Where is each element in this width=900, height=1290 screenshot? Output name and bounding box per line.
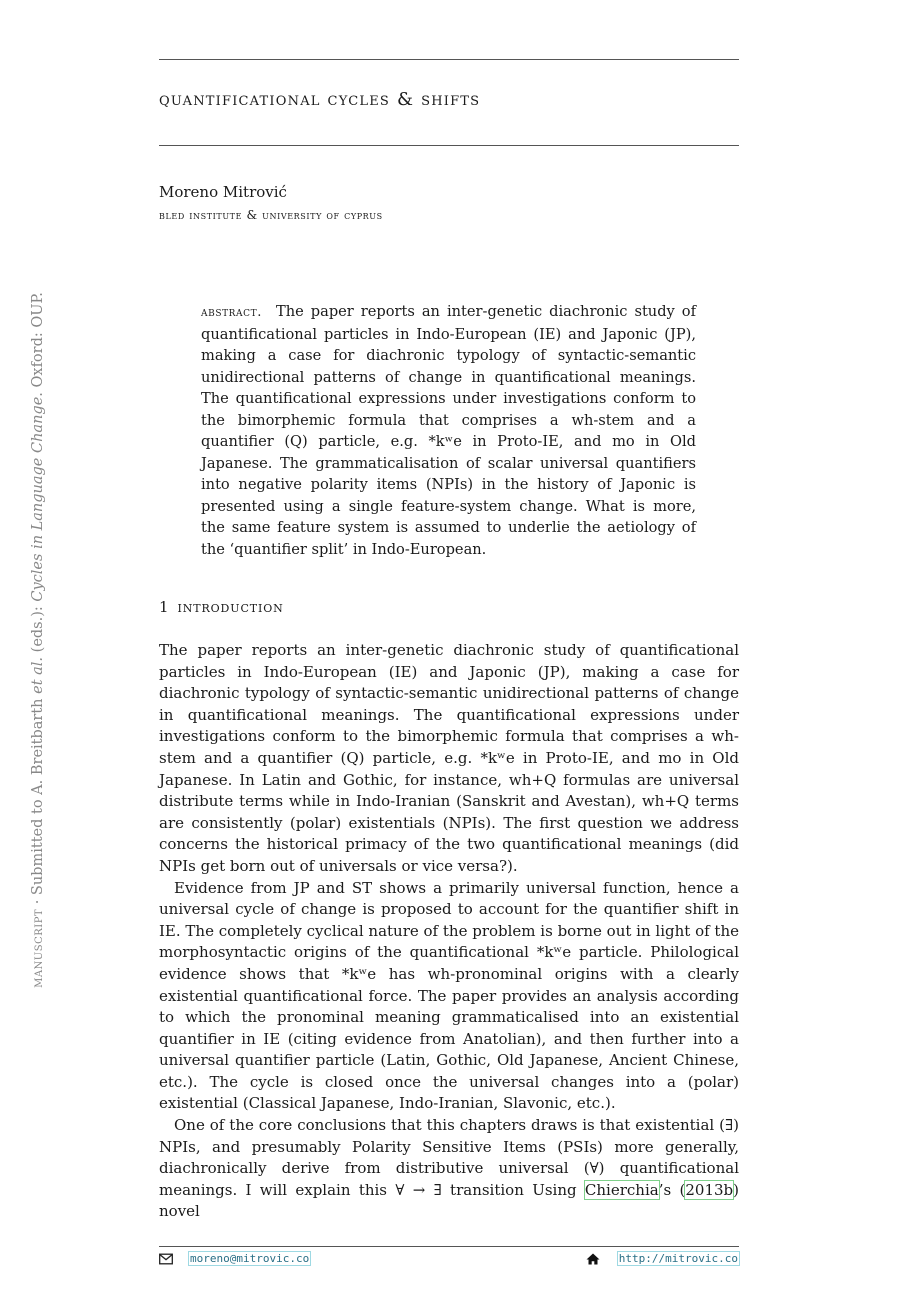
section-title: introduction [177, 598, 284, 616]
footer-rule [159, 1246, 739, 1247]
paragraph-3-start: One of the core conclusions that this chapters draws is that existential (∃) NPIs, and presumably Polarity Sensitive Items (PSIs) more generally, diachronically derive from distributive universal (∀) quantificational meanings. I will explain this ∀ → ∃ transition Using [159, 1116, 739, 1199]
sidebar-book-title: Cycles in Language Change [30, 396, 46, 602]
footer-email-group [159, 1252, 310, 1265]
home-icon [586, 1253, 600, 1265]
paragraph-3 [159, 1115, 739, 1223]
citation-mid: ’s ( [658, 1180, 686, 1199]
sidebar-separator: · [30, 895, 46, 909]
sidebar-text-before: Submitted to A. Breitbarth [30, 693, 46, 896]
abstract-label: abstract. [201, 305, 262, 320]
homepage-link[interactable]: http://mitrovic.co [618, 1252, 738, 1265]
footer [159, 1252, 739, 1272]
sidebar-etal: et al. [30, 656, 46, 694]
sidebar-text-middle: (eds.): [30, 601, 46, 657]
citation-author-link[interactable]: Chierchia [584, 1180, 659, 1199]
citation-year-link[interactable]: 2013b [685, 1180, 734, 1199]
abstract-text: The paper reports an inter-genetic diachronic study of quantificational particles in Indo-European (IE) and Japonic (JP), making a case for diachronic typology of syntactic-semantic unidirectional patterns of change in quantificational meanings. The quantificational expressions under investigations conform to the bimorphemic formula that comprises a wh-stem and a quantifier (Q) particle, e.g. *kʷe in Proto-IE, and mo in Old Japanese. The grammaticalisation of scalar universal quantifiers into negative polarity items (NPIs) in the history of Japonic is presented using a single feature-system change. What is more, the same feature system is assumed to underlie the aetiology of the ‘quantifier split’ in Indo-European. [201, 303, 696, 558]
paragraph-3-end: ) novel [159, 1180, 740, 1221]
email-link[interactable]: moreno@mitrovic.co [190, 1252, 310, 1265]
abstract [201, 301, 696, 560]
paragraph-1: The paper reports an inter-genetic diachronic study of quantificational particles in Indo-European (IE) and Japonic (JP), making a case for diachronic typology of syntactic-semantic unidirectional patterns of change in quantificational meanings. The quantificational expressions under investigations conform to the bimorphemic formula that comprises a wh-stem and a quantifier (Q) particle, e.g. *kʷe in Proto-IE, and mo in Old Japanese. In Latin and Gothic, for instance, wh+Q formulas are universal distribute terms while in Indo-Iranian (Sanskrit and Avestan), wh+Q terms are consistently (polar) existentials (NPIs). The first question we address concerns the historical primacy of the two quantificational meanings (did NPIs get born out of universals or vice versa?). [159, 641, 739, 875]
paper-title: quantificational cycles & shifts [159, 89, 481, 110]
section-number: 1 [159, 598, 170, 616]
manuscript-sidebar-note [28, 280, 48, 1000]
title-rule [159, 145, 739, 146]
author-name: Moreno Mitrović [159, 183, 287, 201]
envelope-icon [159, 1253, 173, 1265]
footer-url-group [586, 1252, 739, 1265]
author-affiliation: bled institute & university of cyprus [159, 208, 383, 222]
body-text [159, 640, 739, 1223]
paragraph-2: Evidence from JP and ST shows a primarily universal function, hence a universal cycle of change is proposed to account for the quantifier shift in IE. The completely cyclical nature of the problem is borne out in light of the morphosyntactic origins of the quantificational *kʷe particle. Philological evidence shows that *kʷe has wh-pronominal origins with a clearly existential quantificational force. The paper provides an analysis according to which the pronominal meaning grammaticalised into an existential quantifier in IE (citing evidence from Anatolian), and then further into a universal quantifier particle (Latin, Gothic, Old Japanese, Ancient Chinese, etc.). The cycle is closed once the universal changes into a (polar) existential (Classical Japanese, Indo-Iranian, Slavonic, etc.). [159, 878, 739, 1113]
sidebar-text-after: . Oxford: OUP. [30, 292, 46, 397]
section-heading [159, 598, 284, 616]
top-rule [159, 59, 739, 60]
sidebar-label: manuscript [30, 908, 46, 988]
